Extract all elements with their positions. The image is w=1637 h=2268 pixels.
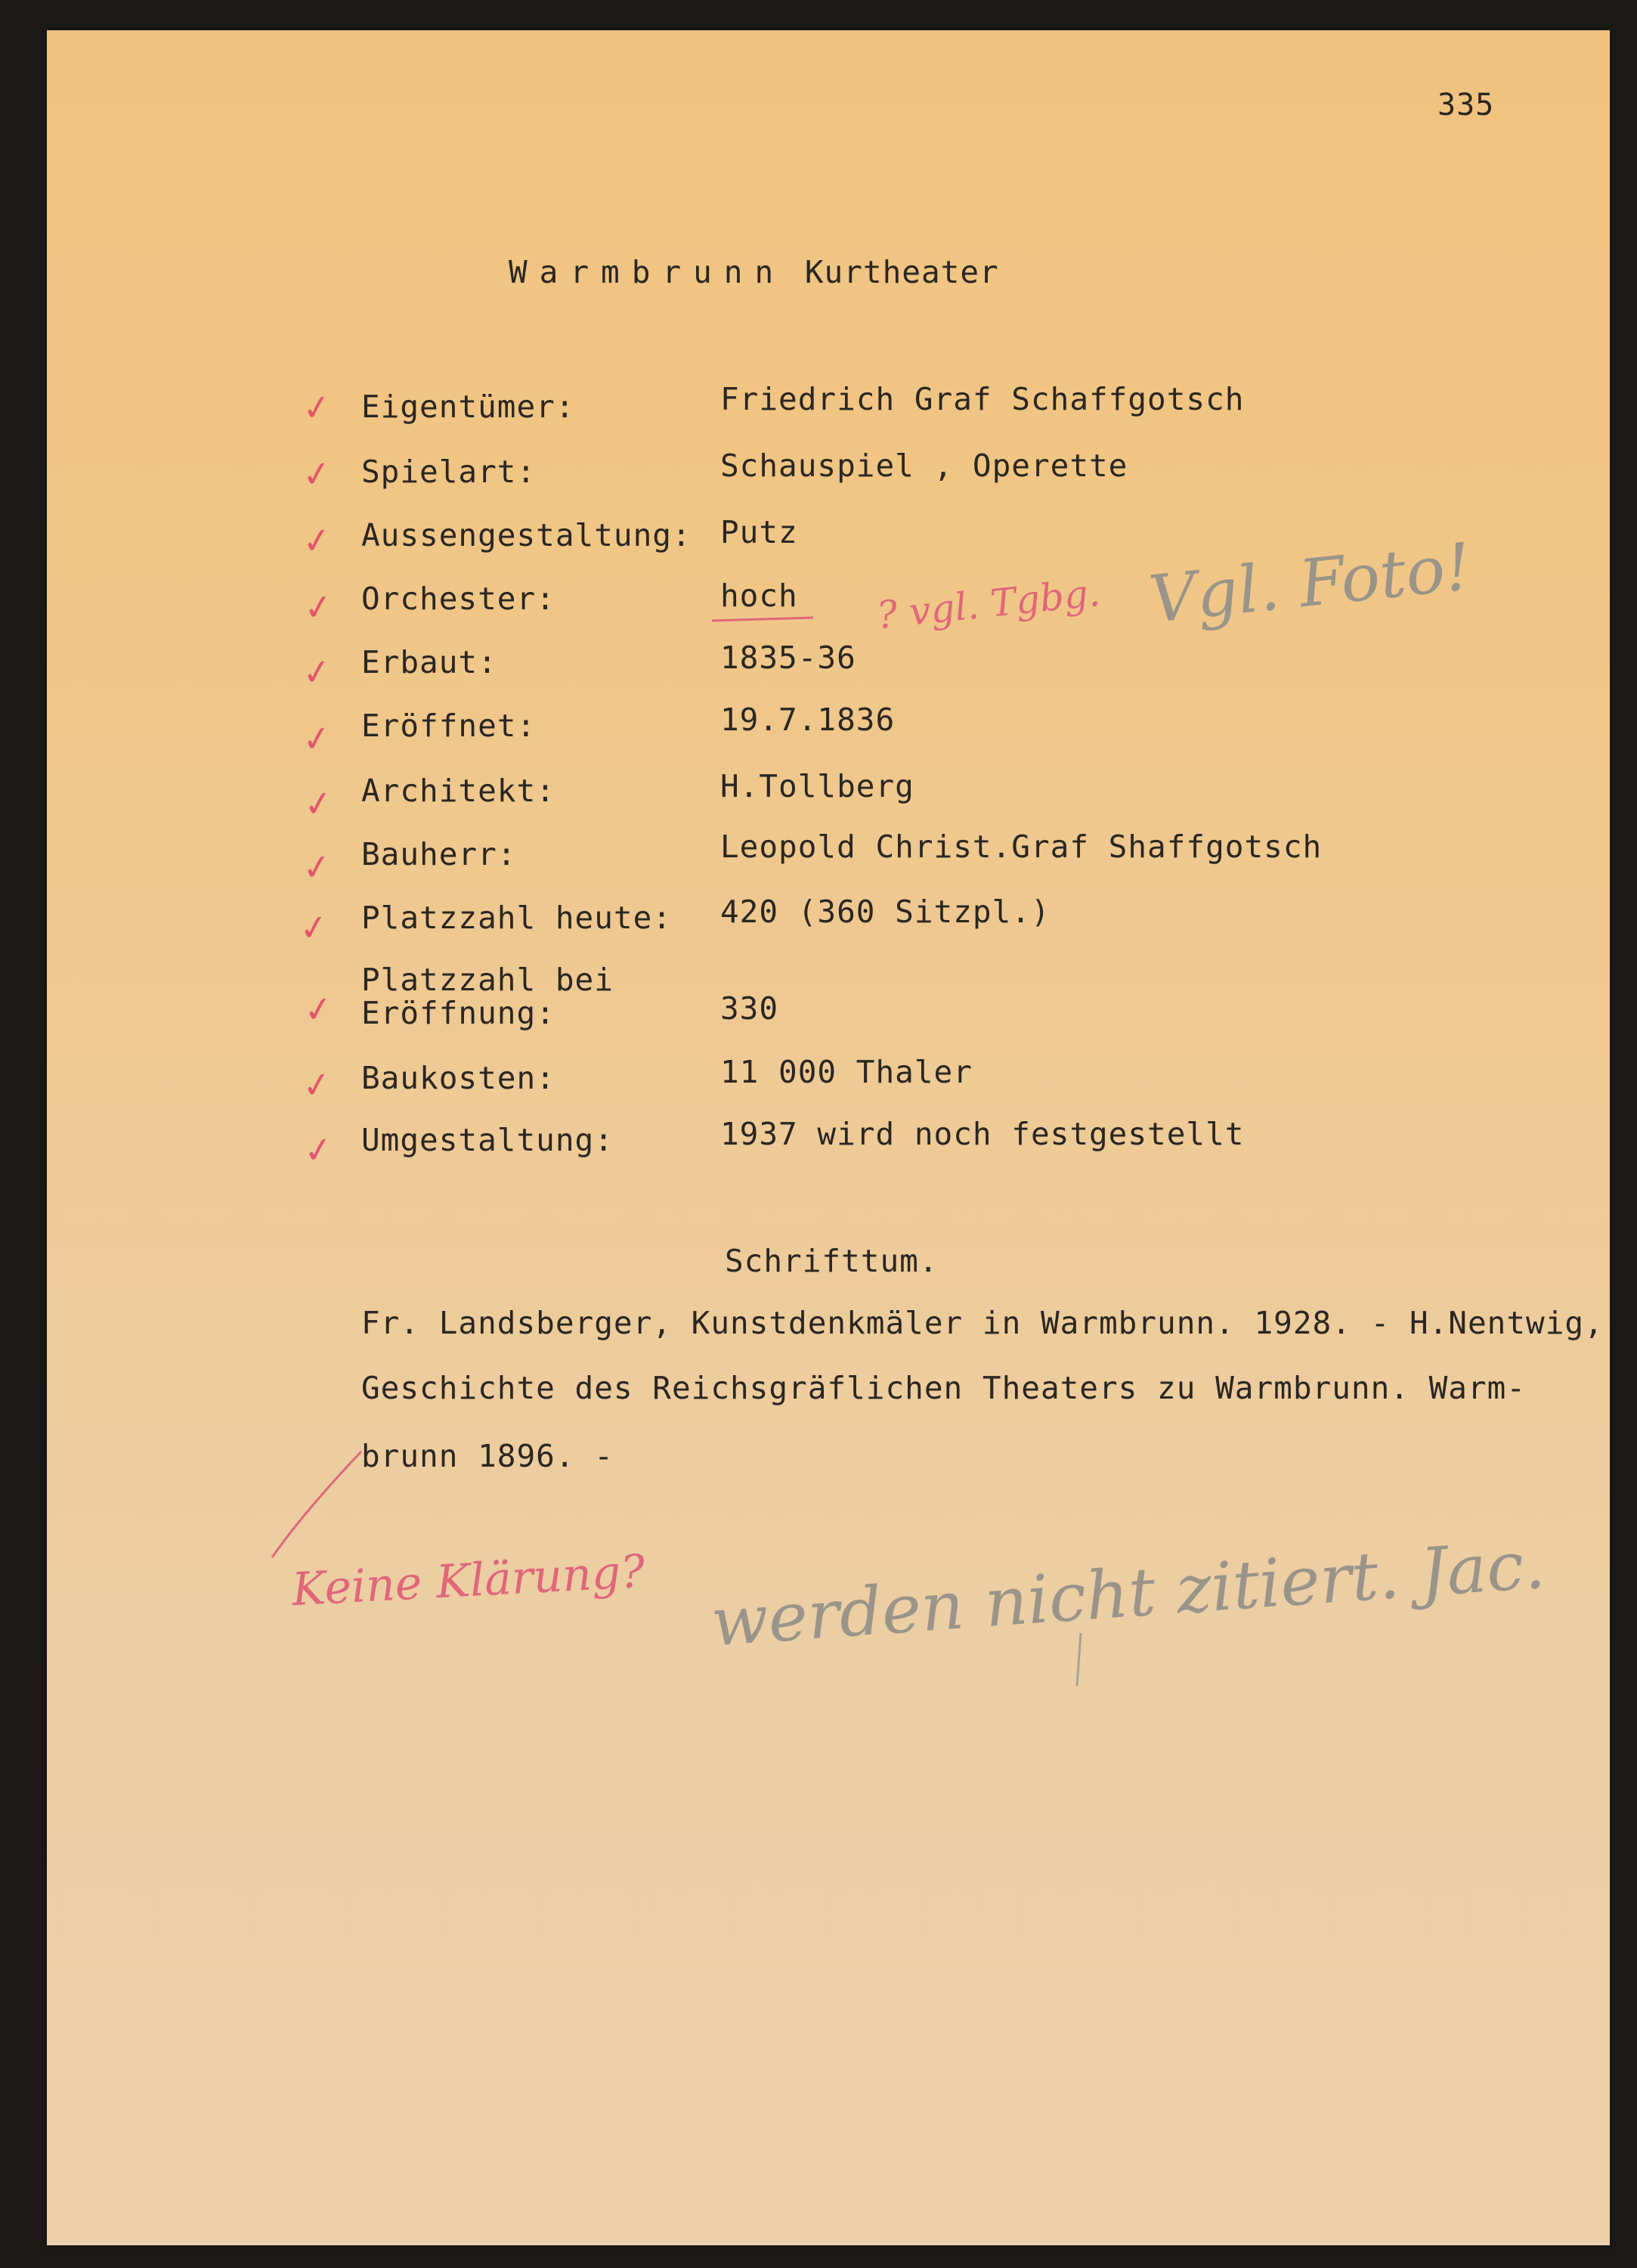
- orchester-red-note: ? vgl. Tgbg.: [874, 570, 1103, 638]
- title-rest: Kurtheater: [804, 254, 999, 290]
- field-label-eigentuemer: Eigentümer:: [361, 389, 575, 425]
- field-label-platzzahl-heute: Platzzahl heute:: [361, 900, 672, 936]
- title-place: Warmbrunn: [509, 254, 786, 290]
- orchester-pencil-note: Vgl. Foto!: [1145, 528, 1475, 639]
- check-mark-icon: ✓: [299, 716, 335, 761]
- field-label-platzzahl-bei: Platzzahl bei: [361, 962, 614, 998]
- field-label-bauherr: Bauherr:: [361, 836, 517, 872]
- field-value-erbaut: 1835-36: [720, 640, 856, 676]
- check-mark-icon: ✓: [301, 1127, 336, 1173]
- field-value-bauherr: Leopold Christ.Graf Shaffgotsch: [720, 829, 1323, 865]
- field-value-platzzahl-eroeffnung: 330: [720, 990, 779, 1027]
- field-value-orchester: hoch: [720, 578, 798, 614]
- literature-line: Fr. Landsberger, Kunstdenkmäler in Warmbrunn. 1928. - H.Nentwig,: [361, 1305, 1604, 1341]
- field-label-architekt: Architekt:: [361, 773, 555, 809]
- field-label-eroeffnet: Eröffnet:: [361, 708, 537, 744]
- field-value-umgestaltung: 1937 wird noch festgestellt: [720, 1116, 1245, 1152]
- check-mark-icon: ✓: [299, 1062, 335, 1108]
- literature-line: Geschichte des Reichsgräflichen Theaters zu Warmbrunn. Warm-: [361, 1370, 1527, 1406]
- bottom-pencil-note: werden nicht zitiert. Jac.: [708, 1525, 1548, 1662]
- field-label-umgestaltung: Umgestaltung:: [361, 1122, 614, 1158]
- orchester-underline: [712, 618, 813, 621]
- field-value-baukosten: 11 000 Thaler: [720, 1054, 973, 1090]
- field-label-orchester: Orchester:: [361, 581, 555, 617]
- check-mark-icon: ✓: [301, 584, 336, 630]
- check-mark-icon: ✓: [299, 518, 335, 563]
- field-label-erbaut: Erbaut:: [361, 644, 497, 680]
- check-mark-icon: ✓: [299, 451, 335, 497]
- check-mark-icon: ✓: [301, 781, 336, 826]
- check-mark-icon: ✓: [299, 385, 335, 430]
- literature-line: brunn 1896. -: [361, 1438, 614, 1474]
- field-value-eroeffnet: 19.7.1836: [720, 702, 896, 738]
- red-bracket-stroke: [272, 1452, 361, 1557]
- pencil-tail-stroke: [1077, 1633, 1081, 1686]
- field-label-aussengestaltung: Aussengestaltung:: [361, 517, 692, 553]
- check-mark-icon: ✓: [301, 987, 336, 1032]
- field-value-spielart: Schauspiel , Operette: [720, 448, 1128, 484]
- page-number: 335: [1437, 88, 1495, 122]
- section-heading-schrifttum: Schrifttum.: [725, 1243, 939, 1279]
- bottom-red-note: Keine Klärung?: [290, 1545, 646, 1617]
- field-label-spielart: Spielart:: [361, 454, 537, 490]
- field-value-aussengestaltung: Putz: [720, 514, 798, 550]
- check-mark-icon: ✓: [296, 905, 332, 950]
- field-label-eroeffnung: Eröffnung:: [361, 995, 555, 1031]
- document-title: [509, 254, 999, 290]
- check-mark-icon: ✓: [299, 844, 335, 890]
- field-value-platzzahl-heute: 420 (360 Sitzpl.): [720, 894, 1051, 930]
- check-mark-icon: ✓: [299, 649, 335, 695]
- field-value-eigentuemer: Friedrich Graf Schaffgotsch: [720, 381, 1245, 417]
- field-label-baukosten: Baukosten:: [361, 1060, 555, 1096]
- field-value-architekt: H.Tollberg: [720, 768, 914, 804]
